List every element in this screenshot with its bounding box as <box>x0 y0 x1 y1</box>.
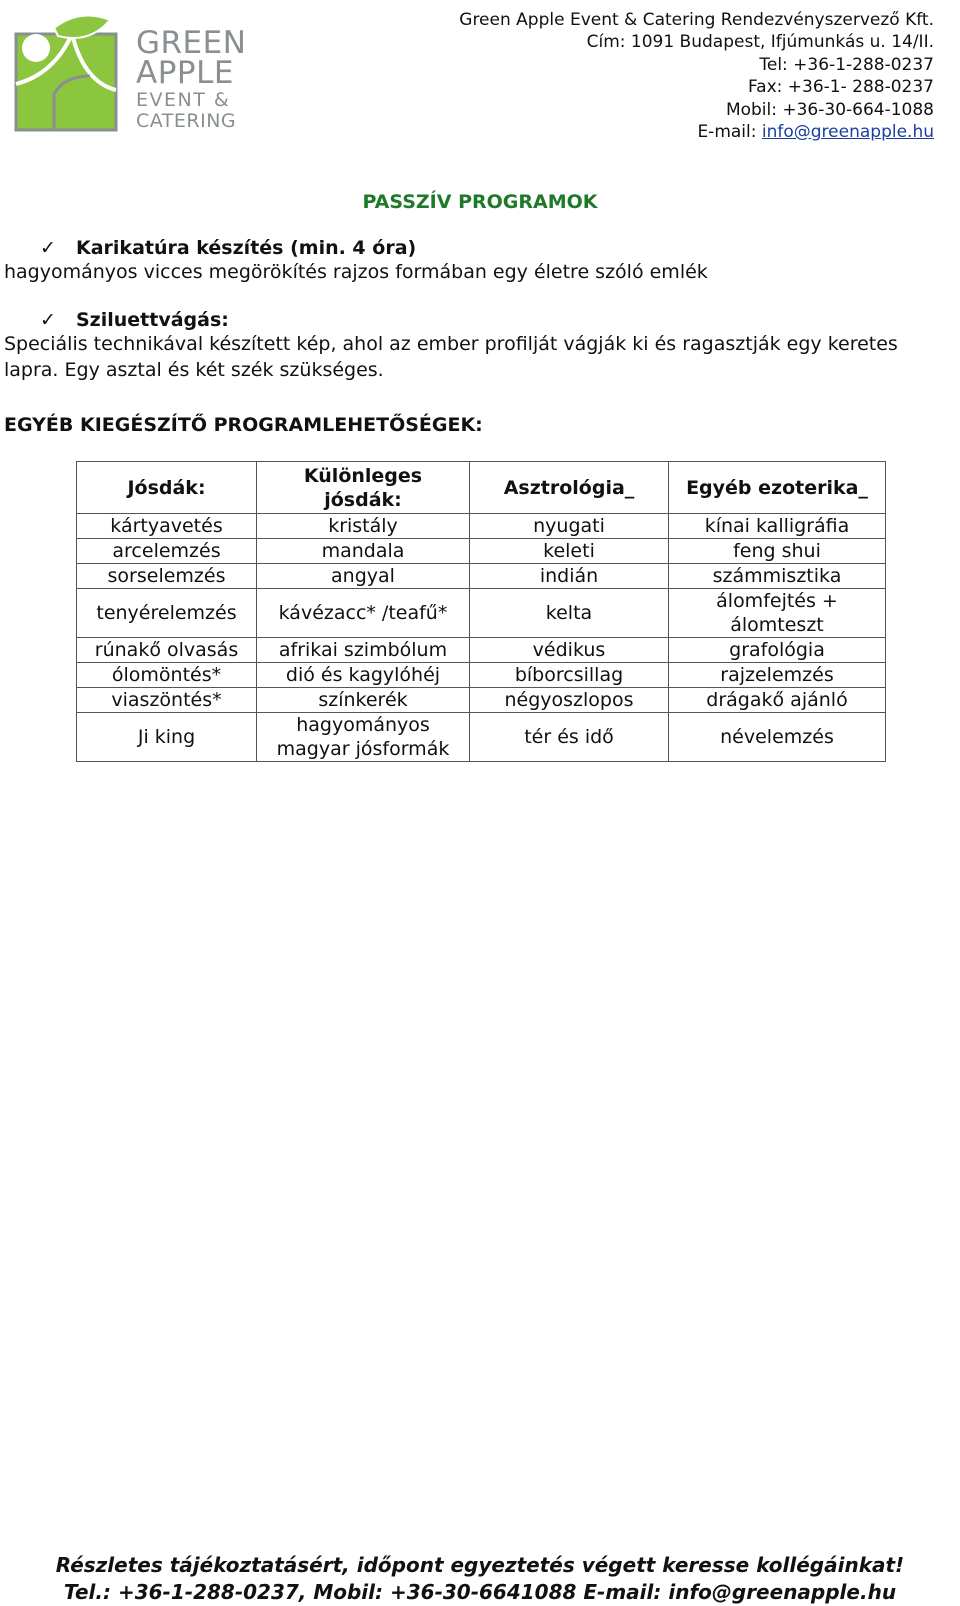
table-cell: kelta <box>470 589 669 638</box>
program-item-description: Speciális technikával készített kép, ahol az ember profilját vágják ki és ragasztják egy keretes lapra. Egy asztal és két szék szükséges. <box>4 333 898 381</box>
extra-programs-title: EGYÉB KIEGÉSZÍTŐ PROGRAMLEHETŐSÉGEK: <box>4 414 483 436</box>
program-item-title <box>40 237 416 259</box>
table-cell: angyal <box>257 564 470 589</box>
table-cell: színkerék <box>257 688 470 713</box>
table-cell: álomfejtés + álomteszt <box>669 589 886 638</box>
logo-text-line: GREEN <box>136 25 247 61</box>
company-logo <box>14 14 247 134</box>
table-cell: négyoszlopos <box>470 688 669 713</box>
table-cell: arcelemzés <box>77 539 257 564</box>
table-cell: ólomöntés* <box>77 663 257 688</box>
table-row <box>77 514 886 539</box>
apple-logo-icon <box>14 14 122 132</box>
program-item-title-text: Karikatúra készítés (min. 4 óra) <box>76 237 417 259</box>
table-cell: keleti <box>470 539 669 564</box>
table-cell: védikus <box>470 638 669 663</box>
table-cell: tenyérelemzés <box>77 589 257 638</box>
email-label: E-mail: <box>697 122 762 143</box>
section-title: PASSZÍV PROGRAMOK <box>362 191 598 213</box>
table-row <box>77 539 886 564</box>
table-cell: sorselemzés <box>77 564 257 589</box>
program-item-title-text: Sziluettvágás: <box>76 309 229 331</box>
table-cell: viaszöntés* <box>77 688 257 713</box>
checkmark-icon: ✓ <box>40 309 56 331</box>
table-row <box>77 564 886 589</box>
logo-text-line: APPLE <box>136 55 234 91</box>
program-item-description: hagyományos vicces megörökítés rajzos formában egy életre szóló emlék <box>4 261 708 283</box>
company-address: Cím: 1091 Budapest, Ifjúmunkás u. 14/II. <box>586 32 934 53</box>
table-cell: dió és kagylóhéj <box>257 663 470 688</box>
program-options-table <box>76 461 886 762</box>
table-cell: rajzelemzés <box>669 663 886 688</box>
company-mobil: Mobil: +36-30-664-1088 <box>725 99 934 120</box>
table-cell: feng shui <box>669 539 886 564</box>
table-cell: tér és idő <box>470 713 669 762</box>
company-tel: Tel: +36-1-288-0237 <box>759 54 934 75</box>
table-row <box>77 713 886 762</box>
table-cell: számmisztika <box>669 564 886 589</box>
table-cell: bíborcsillag <box>470 663 669 688</box>
table-cell: névelemzés <box>669 713 886 762</box>
footer-line: Tel.: +36-1-288-0237, Mobil: +36-30-6641088 E-mail: info@greenapple.hu <box>63 1580 897 1604</box>
table-cell: nyugati <box>470 514 669 539</box>
program-item-title <box>40 309 229 331</box>
logo-wordmark <box>136 25 247 132</box>
logo-text-line: CATERING <box>136 110 237 132</box>
page-footer <box>0 1552 960 1606</box>
table-cell: kristály <box>257 514 470 539</box>
table-header-row <box>77 462 886 514</box>
table-header-cell: Asztrológia_ <box>470 462 669 514</box>
company-fax: Fax: +36-1- 288-0237 <box>747 77 934 98</box>
table-cell: kártyavetés <box>77 514 257 539</box>
table-header-cell: Egyéb ezoterika_ <box>669 462 886 514</box>
table-cell: mandala <box>257 539 470 564</box>
table-cell: drágakő ajánló <box>669 688 886 713</box>
footer-line: Részletes tájékoztatásért, időpont egyeztetés végett keresse kollégáinkat! <box>55 1553 905 1577</box>
company-name: Green Apple Event & Catering Rendezvényszervező Kft. <box>459 10 934 30</box>
table-cell: Ji king <box>77 713 257 762</box>
table-row <box>77 688 886 713</box>
table-row <box>77 663 886 688</box>
table-cell: afrikai szimbólum <box>257 638 470 663</box>
table-cell: kínai kalligráfia <box>669 514 886 539</box>
logo-text-line: EVENT & <box>136 89 231 111</box>
table-cell: indián <box>470 564 669 589</box>
table-header-cell: Jósdák: <box>77 462 257 514</box>
table-row <box>77 638 886 663</box>
table-header-cell: Különleges jósdák: <box>257 462 470 514</box>
company-contact-block <box>459 9 934 143</box>
table-cell: hagyományos magyar jósformák <box>257 713 470 762</box>
checkmark-icon: ✓ <box>40 237 56 259</box>
table-cell: grafológia <box>669 638 886 663</box>
table-row <box>77 589 886 638</box>
email-link[interactable]: info@greenapple.hu <box>761 122 934 143</box>
company-email-line <box>459 121 934 143</box>
table-cell: rúnakő olvasás <box>77 638 257 663</box>
table-cell: kávézacc* /teafű* <box>257 589 470 638</box>
